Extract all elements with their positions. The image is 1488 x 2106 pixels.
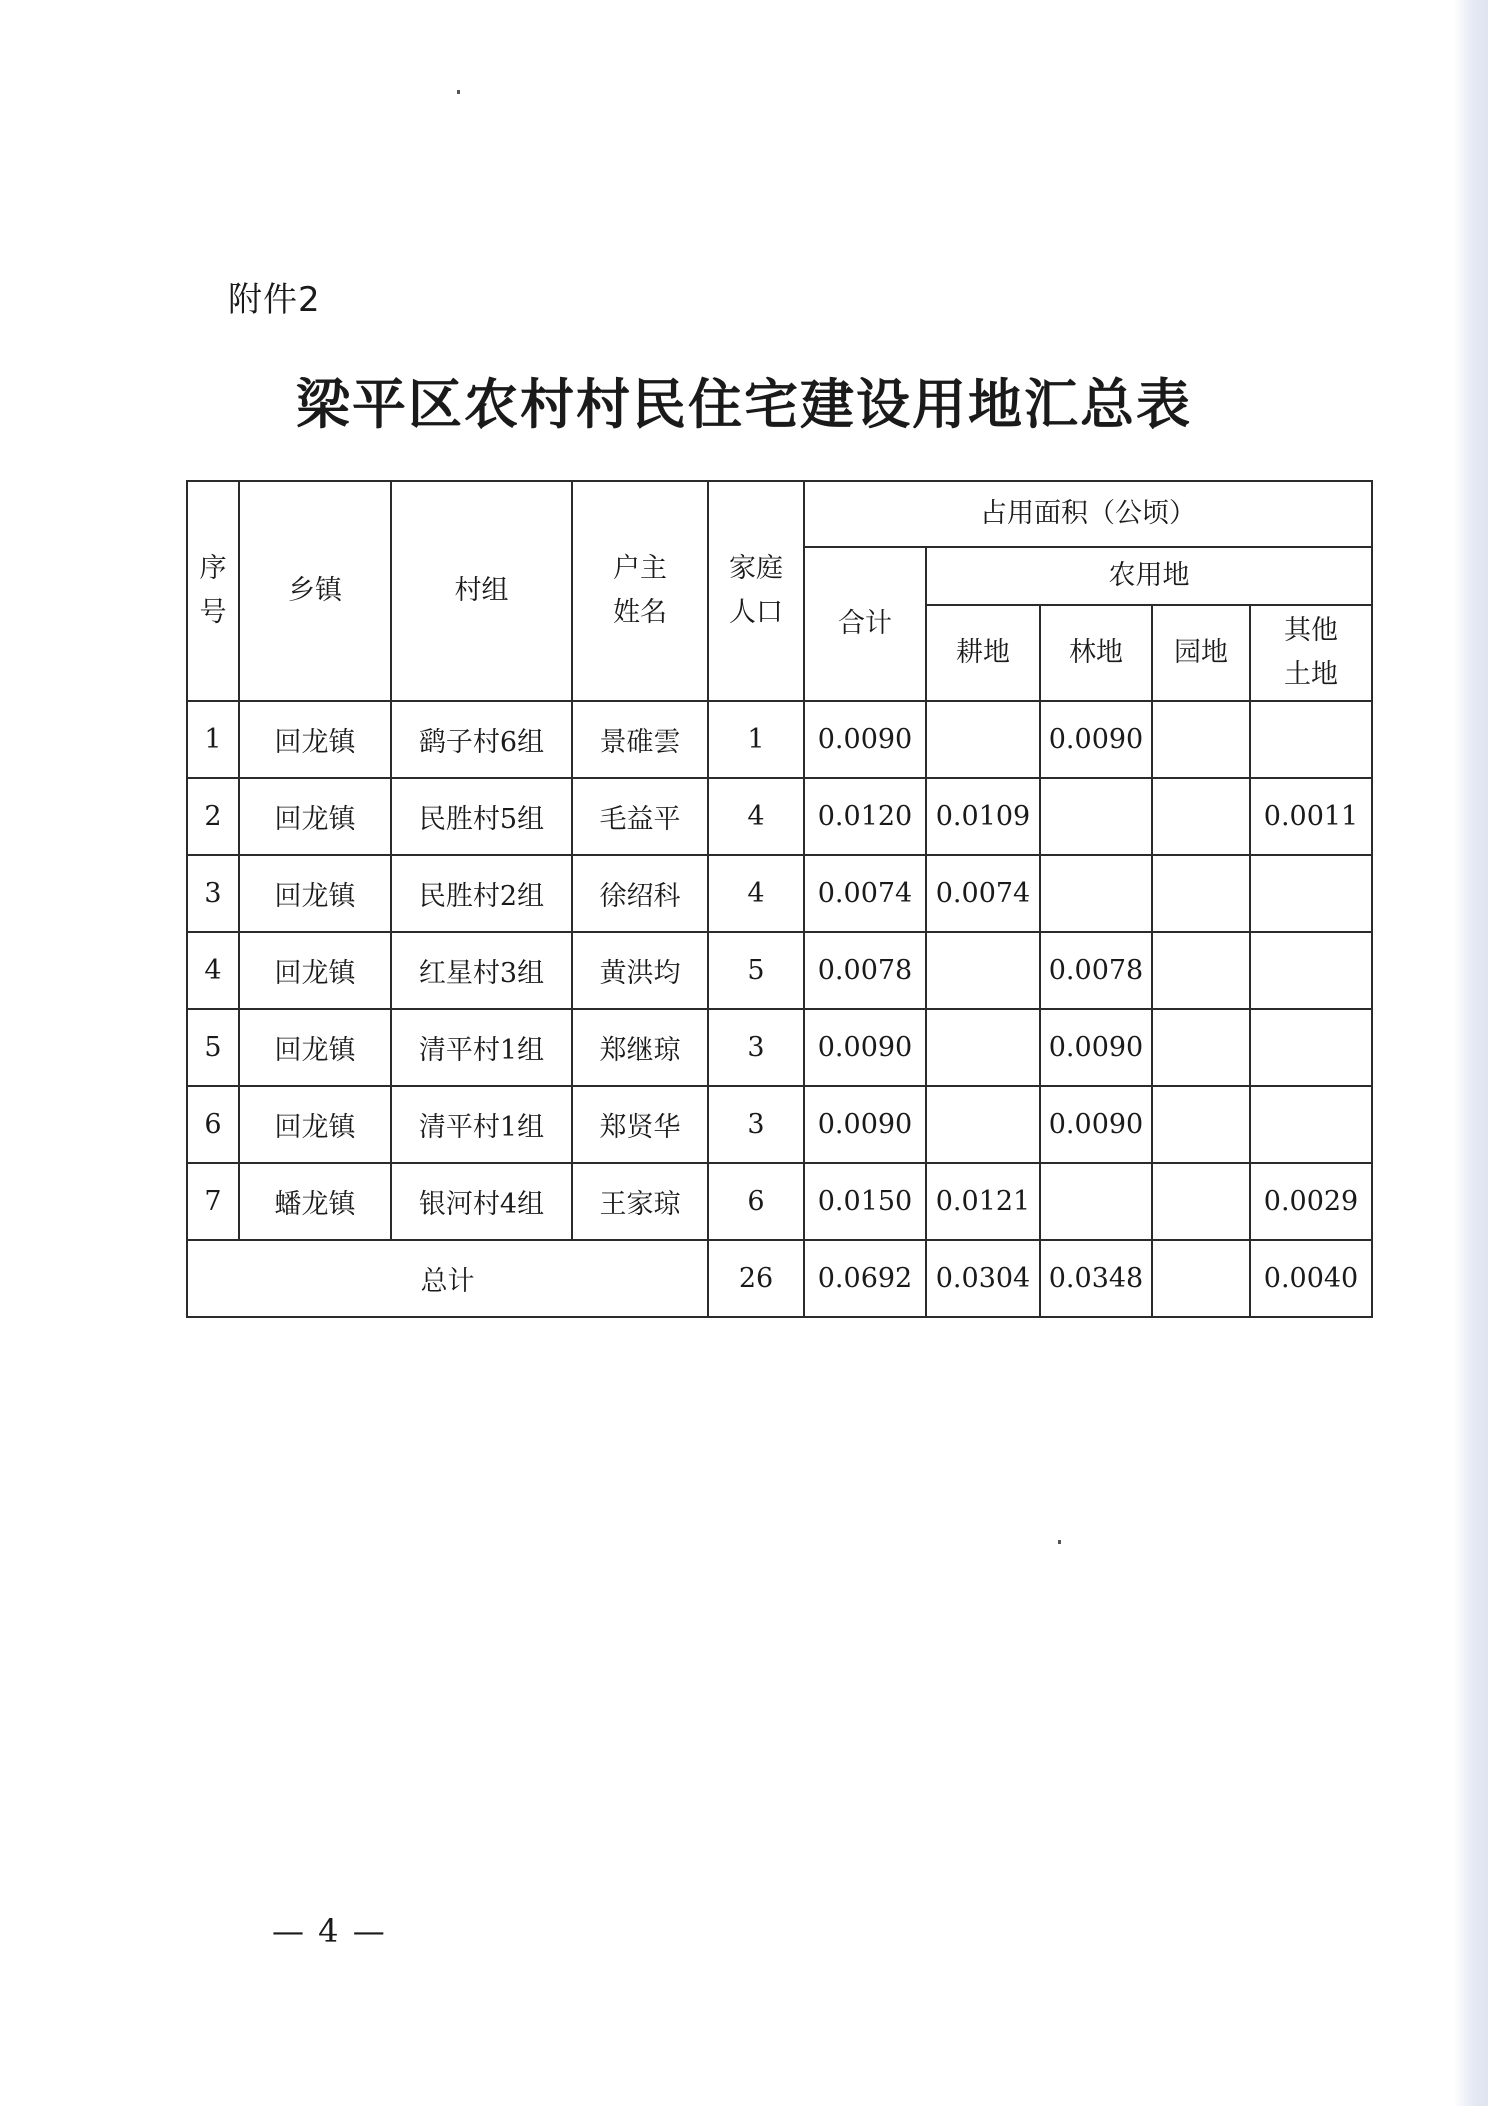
cell-seq: 6: [187, 1086, 239, 1163]
total-area: 0.0692: [804, 1240, 926, 1317]
header-area-group: 占用面积（公顷）: [804, 481, 1372, 547]
cell-total: 0.0090: [804, 1009, 926, 1086]
header-cultivated: 耕地: [926, 605, 1040, 701]
cell-cultivated: 0.0109: [926, 778, 1040, 855]
header-garden: 园地: [1152, 605, 1250, 701]
cell-village: 清平村1组: [391, 1009, 572, 1086]
total-other: 0.0040: [1250, 1240, 1372, 1317]
cell-forest: [1040, 855, 1152, 932]
cell-forest: [1040, 778, 1152, 855]
cell-cultivated: [926, 1086, 1040, 1163]
table-row: [187, 778, 1372, 855]
table-row: [187, 932, 1372, 1009]
cell-people: 4: [708, 855, 804, 932]
cell-total: 0.0090: [804, 1086, 926, 1163]
cell-cultivated: 0.0074: [926, 855, 1040, 932]
cell-seq: 2: [187, 778, 239, 855]
cell-garden: [1152, 701, 1250, 778]
header-householder: 户主姓名: [572, 481, 708, 701]
cell-village: 银河村4组: [391, 1163, 572, 1240]
cell-forest: [1040, 1163, 1152, 1240]
cell-seq: 1: [187, 701, 239, 778]
total-garden: [1152, 1240, 1250, 1317]
cell-people: 5: [708, 932, 804, 1009]
cell-total: 0.0120: [804, 778, 926, 855]
cell-name: 景碓雲: [572, 701, 708, 778]
cell-other: [1250, 1009, 1372, 1086]
land-use-summary-table: [186, 480, 1373, 1318]
header-seq: 序号: [187, 481, 239, 701]
cell-forest: 0.0090: [1040, 701, 1152, 778]
cell-people: 3: [708, 1009, 804, 1086]
cell-village: 民胜村2组: [391, 855, 572, 932]
cell-forest: 0.0090: [1040, 1009, 1152, 1086]
header-other: 其他土地: [1250, 605, 1372, 701]
cell-garden: [1152, 932, 1250, 1009]
cell-forest: 0.0078: [1040, 932, 1152, 1009]
header-subtotal: 合计: [804, 547, 926, 701]
total-forest: 0.0348: [1040, 1240, 1152, 1317]
cell-people: 3: [708, 1086, 804, 1163]
cell-other: 0.0011: [1250, 778, 1372, 855]
page-number: — 4 —: [272, 1912, 387, 1950]
cell-name: 黄洪均: [572, 932, 708, 1009]
cell-people: 1: [708, 701, 804, 778]
cell-total: 0.0078: [804, 932, 926, 1009]
cell-garden: [1152, 778, 1250, 855]
cell-name: 王家琼: [572, 1163, 708, 1240]
cell-seq: 4: [187, 932, 239, 1009]
cell-town: 回龙镇: [239, 1009, 391, 1086]
cell-other: [1250, 1086, 1372, 1163]
cell-seq: 7: [187, 1163, 239, 1240]
cell-name: 郑贤华: [572, 1086, 708, 1163]
cell-other: [1250, 701, 1372, 778]
cell-village: 清平村1组: [391, 1086, 572, 1163]
header-forest: 林地: [1040, 605, 1152, 701]
cell-garden: [1152, 1009, 1250, 1086]
cell-town: 回龙镇: [239, 1086, 391, 1163]
header-village-group: 村组: [391, 481, 572, 701]
total-cultivated: 0.0304: [926, 1240, 1040, 1317]
cell-total: 0.0090: [804, 701, 926, 778]
cell-forest: 0.0090: [1040, 1086, 1152, 1163]
cell-other: [1250, 855, 1372, 932]
document-title: 梁平区农村村民住宅建设用地汇总表: [296, 373, 1192, 436]
total-row: [187, 1240, 1372, 1317]
cell-cultivated: 0.0121: [926, 1163, 1040, 1240]
cell-garden: [1152, 855, 1250, 932]
cell-garden: [1152, 1163, 1250, 1240]
cell-cultivated: [926, 932, 1040, 1009]
cell-seq: 5: [187, 1009, 239, 1086]
cell-village: 鹞子村6组: [391, 701, 572, 778]
table-row: [187, 1163, 1372, 1240]
cell-town: 回龙镇: [239, 778, 391, 855]
scan-speck: [457, 90, 460, 94]
total-label: 总计: [187, 1240, 708, 1317]
cell-garden: [1152, 1086, 1250, 1163]
header-town: 乡镇: [239, 481, 391, 701]
header-farmland-group: 农用地: [926, 547, 1372, 605]
attachment-label: 附件2: [228, 280, 321, 320]
cell-town: 回龙镇: [239, 932, 391, 1009]
table-row: [187, 855, 1372, 932]
cell-total: 0.0150: [804, 1163, 926, 1240]
cell-town: 蟠龙镇: [239, 1163, 391, 1240]
cell-people: 6: [708, 1163, 804, 1240]
cell-name: 毛益平: [572, 778, 708, 855]
cell-village: 红星村3组: [391, 932, 572, 1009]
cell-other: 0.0029: [1250, 1163, 1372, 1240]
cell-village: 民胜村5组: [391, 778, 572, 855]
cell-total: 0.0074: [804, 855, 926, 932]
cell-seq: 3: [187, 855, 239, 932]
total-people: 26: [708, 1240, 804, 1317]
scan-speck: [1058, 1540, 1061, 1544]
table-row: [187, 1086, 1372, 1163]
cell-people: 4: [708, 778, 804, 855]
table-row: [187, 701, 1372, 778]
cell-town: 回龙镇: [239, 701, 391, 778]
cell-cultivated: [926, 1009, 1040, 1086]
cell-name: 郑继琼: [572, 1009, 708, 1086]
cell-name: 徐绍科: [572, 855, 708, 932]
cell-town: 回龙镇: [239, 855, 391, 932]
header-family-size: 家庭人口: [708, 481, 804, 701]
cell-other: [1250, 932, 1372, 1009]
table-row: [187, 1009, 1372, 1086]
scan-edge-shadow: [1454, 0, 1488, 2106]
cell-cultivated: [926, 701, 1040, 778]
